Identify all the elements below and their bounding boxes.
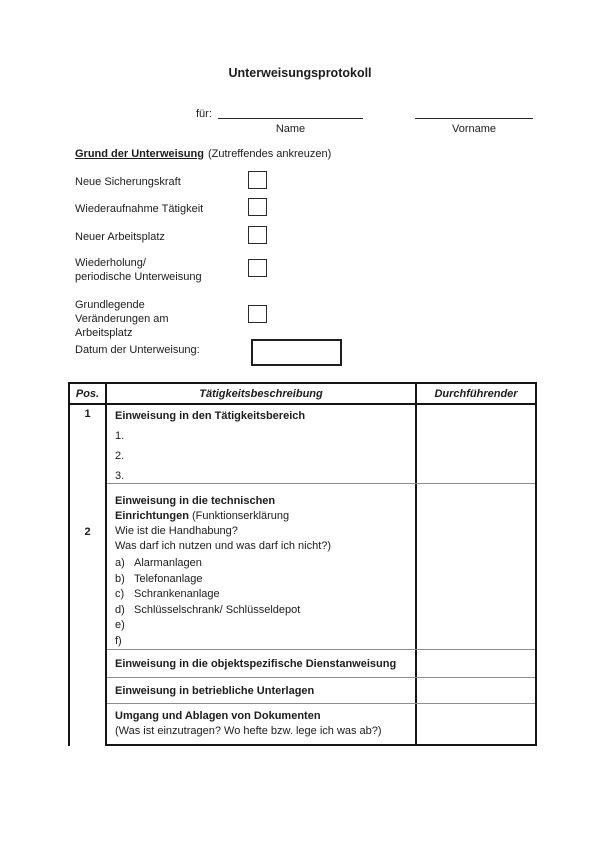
row-text-line: Was darf ich nutzen und was darf ich nicht?) — [115, 540, 332, 552]
table-row — [107, 650, 535, 678]
row-title: Einweisung in den Tätigkeitsbereich — [115, 410, 306, 422]
reason-heading-text: Grund der Unterweisung — [75, 148, 204, 160]
table-row — [107, 704, 535, 746]
checkbox-wiederaufnahme-taetigkeit[interactable] — [248, 198, 267, 216]
reason-option-label-neuer-arbeitsplatz — [75, 230, 165, 244]
checkbox-neuer-arbeitsplatz[interactable] — [248, 226, 267, 244]
option-line: Grundlegende — [75, 299, 145, 311]
executor-cell[interactable] — [417, 704, 535, 744]
description-cell — [107, 678, 417, 703]
pos-number-2: 2 — [84, 526, 91, 538]
list-text: Telefonanlage — [134, 572, 203, 585]
option-line: Wiederaufnahme Tätigkeit — [75, 203, 204, 215]
description-cell — [107, 704, 417, 744]
executor-cell[interactable] — [417, 678, 535, 703]
row-title-note: (Funktionserklärung — [191, 510, 290, 522]
list-letter: d) — [115, 603, 125, 616]
list-item — [115, 556, 407, 572]
reason-section-heading — [75, 148, 331, 160]
date-input-box[interactable] — [251, 339, 342, 366]
option-line: Wiederholung/ — [75, 257, 146, 269]
numbered-blank-line: 1. — [115, 430, 125, 442]
name-field-line[interactable] — [218, 107, 363, 119]
list-letter: f) — [115, 634, 122, 647]
page-title: Unterweisungsprotokoll — [228, 66, 372, 80]
checkbox-grundlegende-veraenderungen[interactable] — [248, 305, 267, 323]
reason-option-label-grundlegende-veraenderungen — [75, 298, 169, 340]
description-cell — [107, 650, 417, 677]
row-text-line: Wie ist die Handhabung? — [115, 525, 238, 537]
list-item — [115, 618, 407, 634]
pos-number-1: 1 — [84, 408, 91, 420]
executor-header-label: Durchführender — [434, 387, 518, 400]
reason-option-label-wiederaufnahme-taetigkeit — [75, 202, 203, 216]
reason-option-label-neue-sicherungskraft — [75, 175, 181, 189]
row-title: Umgang und Ablagen von Dokumenten — [115, 710, 321, 722]
row-title: Einweisung in die objektspezifische Dienstanweisung — [115, 657, 397, 670]
row-title: Einweisung in betriebliche Unterlagen — [115, 684, 315, 697]
list-letter: c) — [115, 588, 125, 600]
description-header-cell — [107, 384, 417, 403]
list-letter: b) — [115, 572, 125, 585]
instruction-table — [68, 382, 537, 746]
option-line: periodische Unterweisung — [75, 271, 202, 283]
row-title: Einweisung in die technischen Einrichtungen — [115, 495, 276, 522]
list-text: Schlüsselschrank/ Schlüsseldepot — [134, 603, 301, 616]
executor-cell[interactable] — [417, 405, 535, 483]
option-line: Arbeitsplatz — [75, 327, 133, 339]
pos-header-label: Pos. — [75, 387, 100, 400]
list-letter: a) — [115, 557, 125, 569]
list-text: Alarmanlagen — [134, 557, 202, 569]
checkbox-neue-sicherungskraft[interactable] — [248, 171, 267, 189]
pos-column — [70, 384, 107, 746]
checkbox-wiederholung-periodische-unterweisung[interactable] — [248, 259, 267, 277]
reason-option-label-wiederholung — [75, 256, 202, 284]
pos-header-cell — [70, 384, 105, 405]
description-cell — [107, 484, 417, 649]
vorname-field-line[interactable] — [415, 107, 533, 119]
name-caption: Name — [275, 123, 306, 135]
description-header-label: Tätigkeitsbeschreibung — [199, 387, 323, 400]
table-row — [107, 405, 535, 484]
executor-cell[interactable] — [417, 484, 535, 649]
numbered-blank-line: 2. — [115, 450, 125, 462]
date-label: Datum der Unterweisung: — [75, 344, 200, 356]
list-item — [115, 603, 407, 619]
executor-header-cell — [417, 384, 535, 403]
option-line: Neuer Arbeitsplatz — [75, 231, 165, 243]
option-line: Veränderungen am — [75, 313, 169, 325]
reason-heading-note: (Zutreffendes ankreuzen) — [207, 148, 332, 160]
table-header-row — [107, 384, 535, 405]
list-text: Schrankenanlage — [134, 588, 220, 600]
list-item — [115, 634, 407, 650]
option-line: Neue Sicherungskraft — [75, 176, 181, 188]
table-main-column — [107, 384, 535, 746]
table-row — [107, 484, 535, 650]
for-label: für: — [196, 108, 212, 120]
row-subtitle: (Was ist einzutragen? Wo hefte bzw. lege ich was ab?) — [115, 725, 382, 737]
table-row — [107, 678, 535, 704]
list-item — [115, 572, 407, 588]
description-cell — [107, 405, 417, 483]
list-item — [115, 587, 407, 603]
vorname-caption: Vorname — [451, 123, 497, 135]
numbered-blank-line: 3. — [115, 470, 125, 482]
list-letter: e) — [115, 619, 125, 631]
executor-cell[interactable] — [417, 650, 535, 677]
